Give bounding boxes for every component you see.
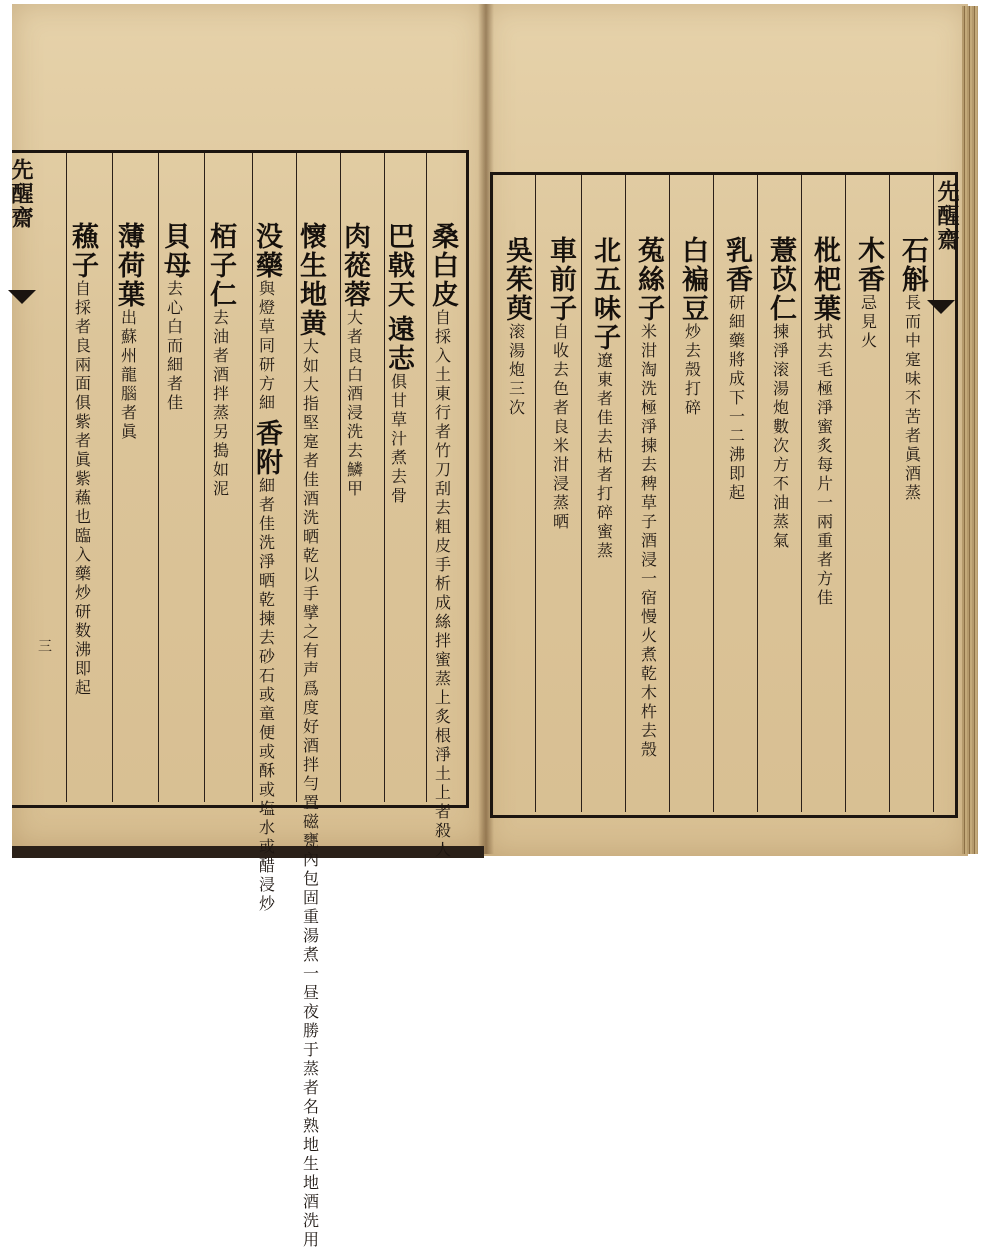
herb-annotation: 出蘇州龍腦者眞	[118, 309, 138, 442]
right-column	[626, 236, 670, 760]
right-column	[846, 236, 890, 351]
herb-name: 車前子	[545, 236, 576, 323]
herb-annotation: 忌見火	[858, 294, 878, 351]
herb-name: 栢子仁	[205, 222, 236, 309]
herb-annotation: 遼東者佳去枯者打碎蜜蒸	[594, 352, 614, 561]
left-column	[420, 222, 464, 860]
herb-name: 吳茱萸	[501, 236, 532, 323]
right-column	[758, 236, 802, 551]
herb-annotation: 自收去色者良米泔浸蒸晒	[550, 323, 570, 532]
herb-annotation: 自採者良兩面俱紫者眞紫蘓也臨入藥炒研数沸即起	[72, 280, 92, 698]
herb-annotation: 揀淨滚湯炮數次方不油蒸氣	[770, 323, 790, 551]
herb-name: 没藥	[251, 222, 282, 280]
left-fold-title: 先醒齋	[8, 158, 34, 230]
right-column	[582, 236, 626, 561]
left-column	[198, 222, 242, 499]
herb-name: 貝母	[159, 222, 190, 280]
herb-annotation: 俱甘草汁煮去骨	[388, 373, 408, 506]
herb-annotation: 自採入土東行者竹刀刮去粗皮手析成絲拌蜜蒸上炙根淨土上者殺人	[432, 309, 452, 860]
herb-annotation: 炒去殼打碎	[682, 323, 702, 418]
left-column	[60, 222, 104, 698]
right-fold-title: 先醒齋	[934, 180, 960, 252]
herb-name: 薏苡仁	[765, 236, 796, 323]
left-column	[152, 222, 196, 413]
herb-annotation: 去油者酒拌蒸另搗如泥	[210, 309, 230, 499]
herb-annotation: 滚湯炮三次	[506, 323, 526, 418]
herb-name: 白褊豆	[677, 236, 708, 323]
left-column	[106, 222, 150, 442]
herb-annotation: 大者良白酒浸洗去鱗甲	[344, 309, 364, 499]
right-column	[538, 236, 582, 532]
herb-annotation: 大如大指堅寔者佳酒洗晒乾以手擘之有声爲度好酒拌勻置磁甕內包固重湯煮一昼夜勝于蒸者名熟地生地酒洗用	[300, 338, 320, 1250]
herb-annotation: 細者佳洗淨晒乾揀去砂石或童便或酥或塩水或醋浸炒	[256, 477, 276, 914]
herb-annotation: 研細藥將成下一二沸即起	[726, 294, 746, 503]
herb-name: 遠志	[383, 315, 414, 373]
right-column	[802, 236, 846, 608]
left-column	[244, 222, 288, 914]
page-edges	[962, 6, 978, 854]
left-fishtail-mark	[8, 290, 36, 304]
herb-name: 乳香	[721, 236, 752, 294]
herb-name: 香附	[251, 419, 282, 477]
herb-name: 懷生地黄	[295, 222, 326, 338]
herb-name: 桑白皮	[427, 222, 458, 309]
right-column	[670, 236, 714, 418]
left-column	[288, 222, 332, 1250]
left-column	[332, 222, 376, 499]
herb-name: 蘓子	[67, 222, 98, 280]
herb-name: 木香	[853, 236, 884, 294]
right-column	[714, 236, 758, 503]
herb-name: 肉蓯蓉	[339, 222, 370, 309]
herb-annotation: 長而中寔味不苦者眞酒蒸	[902, 294, 922, 503]
herb-annotation: 去心白而細者佳	[164, 280, 184, 413]
herb-name: 薄荷葉	[113, 222, 144, 309]
herb-name: 北五味子	[589, 236, 620, 352]
herb-name: 菟絲子	[633, 236, 664, 323]
herb-annotation: 與燈草同研方細	[256, 280, 276, 413]
right-column	[494, 236, 538, 418]
herb-name: 巴戟天	[383, 222, 414, 309]
left-column	[376, 222, 420, 506]
right-column	[890, 236, 934, 503]
herb-annotation: 米泔淘洗極淨揀去稗草子酒浸一宿慢火煮乾木杵去殼	[638, 323, 658, 760]
herb-name: 石斛	[897, 236, 928, 294]
herb-name: 枇杷葉	[809, 236, 840, 323]
herb-annotation: 拭去毛極淨蜜炙每片一兩重者方佳	[814, 323, 834, 608]
page-number: 三	[38, 639, 52, 655]
